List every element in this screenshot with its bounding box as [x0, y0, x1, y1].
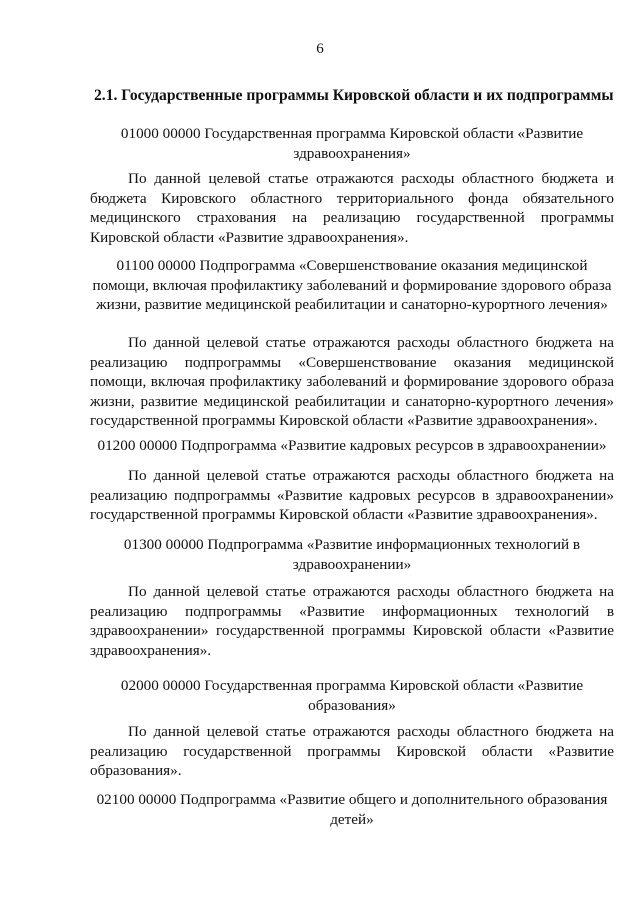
- subprogram-paragraph-01100: По данной целевой статье отражаются расходы областного бюджета на реализацию подпрограммы «Совершенствование оказания медицинской помощи, включая профилактику заболеваний и формирование здорового образа жизни, развитие медицинской реабилитации и санаторно-курортного лечения» государственной программы Кировской области «Развитие здравоохранения».: [90, 334, 614, 430]
- subprogram-heading-01300: 01300 00000 Подпрограмма «Развитие информационных технологий в здравоохранении»: [123, 536, 581, 573]
- subprogram-heading-02100: 02100 00000 Подпрограмма «Развитие общего и дополнительного образования детей»: [96, 791, 608, 828]
- program-heading-01000: 01000 00000 Государственная программа Кировской области «Развитие здравоохранения»: [120, 125, 584, 162]
- program-paragraph-02000: По данной целевой статье отражаются расходы областного бюджета на реализацию государственной программы Кировской области «Развитие образования».: [90, 723, 614, 780]
- subprogram-paragraph-01200: По данной целевой статье отражаются расходы областного бюджета на реализацию подпрограммы «Развитие кадровых ресурсов в здравоохранении» государственной программы Кировской области «Развитие здравоохранения».: [90, 467, 614, 524]
- subprogram-heading-01100: 01100 00000 Подпрограмма «Совершенствование оказания медицинской помощи, включая профилактику заболеваний и формирование здорового образа жизни, развитие медицинской реабилитации и санаторно-курортного лечения»: [92, 257, 612, 314]
- page-number: 6: [316, 41, 324, 57]
- program-paragraph-01000: По данной целевой статье отражаются расходы областного бюджета и бюджета Кировского областного территориального фонда обязательного медицинского страхования на реализацию государственной программы Кировской области «Развитие здравоохранения».: [90, 170, 614, 246]
- subprogram-paragraph-01300: По данной целевой статье отражаются расходы областного бюджета на реализацию подпрограммы «Развитие информационных технологий в здравоохранении» государственной программы Кировской области «Развитие здравоохранения».: [90, 583, 614, 659]
- program-heading-02000: 02000 00000 Государственная программа Кировской области «Развитие образования»: [120, 677, 584, 714]
- section-title: 2.1. Государственные программы Кировской области и их подпрограммы: [94, 87, 614, 104]
- subprogram-heading-01200: 01200 00000 Подпрограмма «Развитие кадровых ресурсов в здравоохранении»: [97, 437, 607, 454]
